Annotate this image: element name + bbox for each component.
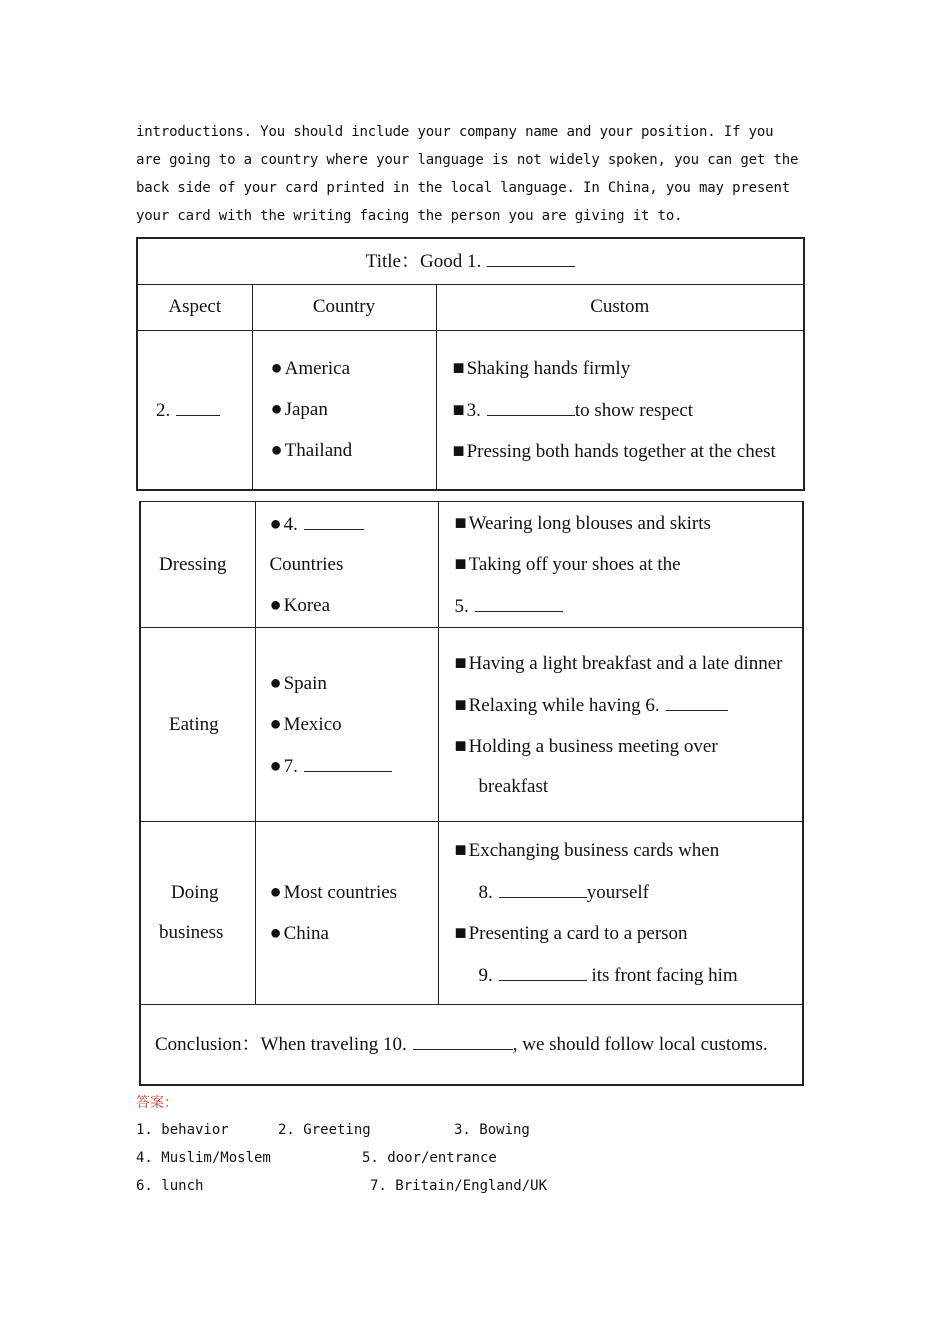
answer-row	[136, 1172, 816, 1200]
customs-table-part2	[139, 501, 804, 1086]
blank-number: 3.	[466, 399, 481, 421]
greeting-aspect-cell	[137, 330, 252, 490]
conclusion-cell	[140, 1005, 803, 1085]
table-title: Title：Good 1.	[365, 251, 482, 273]
customs-table-part1	[136, 237, 805, 491]
custom-item: ■ Taking off your shoes at the	[455, 544, 789, 585]
custom-item-cont	[455, 954, 789, 996]
custom-item: ■ Pressing both hands together at the chest	[453, 431, 790, 472]
custom-item-cont: breakfast	[478, 775, 549, 797]
blank-number: 7.	[283, 755, 298, 777]
custom-item: ■ Wearing long blouses and skirts	[455, 503, 789, 544]
business-custom-cell	[438, 822, 803, 1005]
country-item: ● America	[271, 348, 436, 389]
custom-text: to show respect	[574, 399, 694, 421]
intro-line: are going to a country where your language is not widely spoken, you can get the	[136, 152, 799, 168]
conclusion-before: Conclusion：When traveling 10.	[155, 1034, 407, 1056]
answers-heading: 答案：	[136, 1095, 178, 1111]
answer-item: 2. Greeting	[278, 1122, 371, 1138]
dressing-custom-cell	[438, 502, 803, 628]
aspect-line: Doing	[171, 882, 219, 903]
blank-10[interactable]	[413, 1023, 513, 1050]
custom-item	[455, 585, 789, 627]
intro-line: back side of your card printed in the local language. In China, you may present	[136, 180, 791, 196]
aspect-number: 2.	[156, 399, 171, 421]
country-item: ● Korea	[270, 585, 438, 626]
answer-row	[136, 1144, 816, 1172]
answer-item: 5. door/entrance	[362, 1150, 497, 1166]
eating-aspect: Eating	[140, 628, 255, 822]
country-item: ● Japan	[271, 389, 436, 430]
custom-text: its front facing him	[591, 965, 738, 986]
greeting-custom-cell	[436, 330, 804, 490]
blank-number: 5.	[454, 595, 469, 617]
custom-item-cont	[455, 871, 789, 913]
dressing-aspect: Dressing	[140, 502, 255, 628]
custom-item	[455, 684, 789, 726]
header-aspect: Aspect	[137, 284, 252, 330]
custom-text: Relaxing while having 6.	[468, 694, 660, 716]
intro-line: your card with the writing facing the person you are giving it to.	[136, 208, 683, 224]
eating-custom-cell	[438, 628, 803, 822]
answer-item: 4. Muslim/Moslem	[136, 1150, 271, 1166]
greeting-country-cell	[252, 330, 436, 490]
conclusion-after: , we should follow local customs.	[512, 1034, 768, 1056]
header-country: Country	[252, 284, 436, 330]
intro-paragraph	[136, 118, 816, 230]
country-item: ● Spain	[270, 663, 438, 704]
custom-text: yourself	[586, 882, 650, 903]
custom-item: ■ Having a light breakfast and a late dinner	[455, 643, 789, 684]
aspect-line: business	[159, 922, 224, 943]
blank-1[interactable]	[487, 240, 575, 267]
custom-item: ■ Shaking hands firmly	[453, 348, 790, 389]
blank-number: 8.	[478, 882, 493, 903]
business-aspect-cell	[140, 822, 255, 1005]
header-custom: Custom	[436, 284, 804, 330]
custom-item	[453, 389, 790, 431]
country-item: Countries	[269, 554, 344, 575]
blank-4[interactable]	[304, 503, 364, 530]
business-country-cell	[255, 822, 438, 1005]
table-title-cell	[137, 238, 804, 284]
answers-section	[136, 1090, 816, 1200]
intro-line: introductions. You should include your company name and your position. If you	[136, 124, 774, 140]
country-item	[270, 503, 438, 545]
custom-item: ■ Exchanging business cards when	[455, 830, 789, 871]
blank-6[interactable]	[666, 684, 728, 711]
country-item: ● Mexico	[270, 704, 438, 745]
dressing-country-cell	[255, 502, 438, 628]
custom-item: ■ Holding a business meeting over	[455, 726, 789, 767]
country-item: ● Most countries	[270, 872, 438, 913]
answer-item: 1. behavior	[136, 1122, 229, 1138]
answer-row	[136, 1116, 816, 1144]
answer-item: 7. Britain/England/UK	[370, 1178, 548, 1194]
blank-number: 4.	[283, 514, 298, 535]
answer-item: 6. lunch	[136, 1178, 204, 1194]
blank-5[interactable]	[475, 585, 563, 612]
blank-9[interactable]	[499, 954, 587, 981]
blank-8[interactable]	[499, 871, 587, 898]
blank-2[interactable]	[176, 389, 220, 416]
eating-country-cell	[255, 628, 438, 822]
blank-number: 9.	[478, 965, 493, 986]
country-item: ● China	[270, 913, 438, 954]
country-item	[270, 745, 438, 787]
blank-7[interactable]	[304, 745, 392, 772]
custom-item: ■ Presenting a card to a person	[455, 913, 789, 954]
blank-3[interactable]	[487, 389, 575, 416]
country-item: ● Thailand	[271, 430, 436, 471]
answer-item: 3. Bowing	[454, 1122, 530, 1138]
